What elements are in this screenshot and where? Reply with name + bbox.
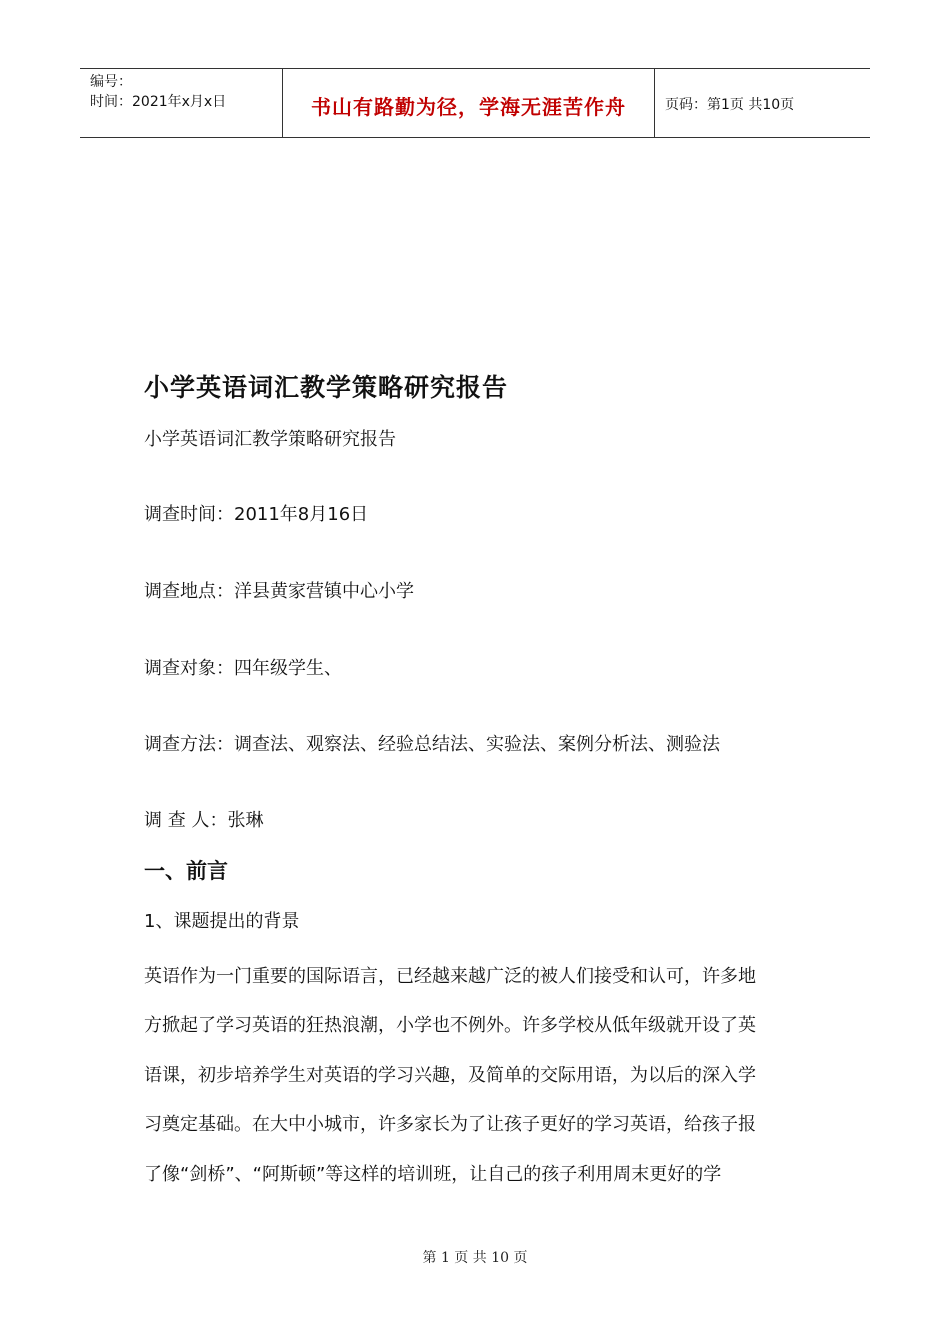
page-footer: 第 1 页 共 10 页: [422, 1250, 528, 1266]
survey-subject: 调查对象：四年级学生、: [144, 658, 342, 679]
section-subheading-background: 1、课题提出的背景: [144, 911, 300, 932]
paragraph-line: 英语作为一门重要的国际语言，已经越来越广泛的被人们接受和认可，许多地: [144, 966, 756, 987]
header-page-info: 页码：第1页 共10页: [665, 97, 795, 113]
header-motto: 书山有路勤为径，学海无涯苦作舟: [282, 69, 655, 137]
paragraph-line: 语课，初步培养学生对英语的学习兴趣，及简单的交际用语，为以后的深入学: [144, 1064, 756, 1086]
document-title: 小学英语词汇教学策略研究报告: [144, 373, 509, 402]
header-table: [80, 68, 870, 138]
background-paragraph: [144, 952, 824, 1199]
serial-label: 编号：: [90, 74, 132, 90]
paragraph-line: 习奠定基础。在大中小城市，许多家长为了让孩子更好的学习英语，给孩子报: [144, 1114, 756, 1136]
survey-place: 调查地点：洋县黄家营镇中心小学: [144, 581, 414, 602]
surveyor: 调 查 人：张琳: [144, 810, 264, 831]
document-subtitle: 小学英语词汇教学策略研究报告: [144, 429, 396, 450]
section-heading-preface: 一、前言: [144, 859, 228, 883]
survey-time: 调查时间：2011年8月16日: [144, 504, 369, 525]
date-label: 时间：2021年x月x日: [90, 94, 227, 110]
header-meta: [80, 69, 282, 137]
paragraph-line: 方掀起了学习英语的狂热浪潮，小学也不例外。许多学校从低年级就开设了英: [144, 1015, 756, 1037]
paragraph-line: 了像“剑桥”、“阿斯顿”等这样的培训班，让自己的孩子利用周末更好的学: [144, 1163, 722, 1185]
survey-method: 调查方法：调查法、观察法、经验总结法、实验法、案例分析法、测验法: [144, 734, 720, 755]
